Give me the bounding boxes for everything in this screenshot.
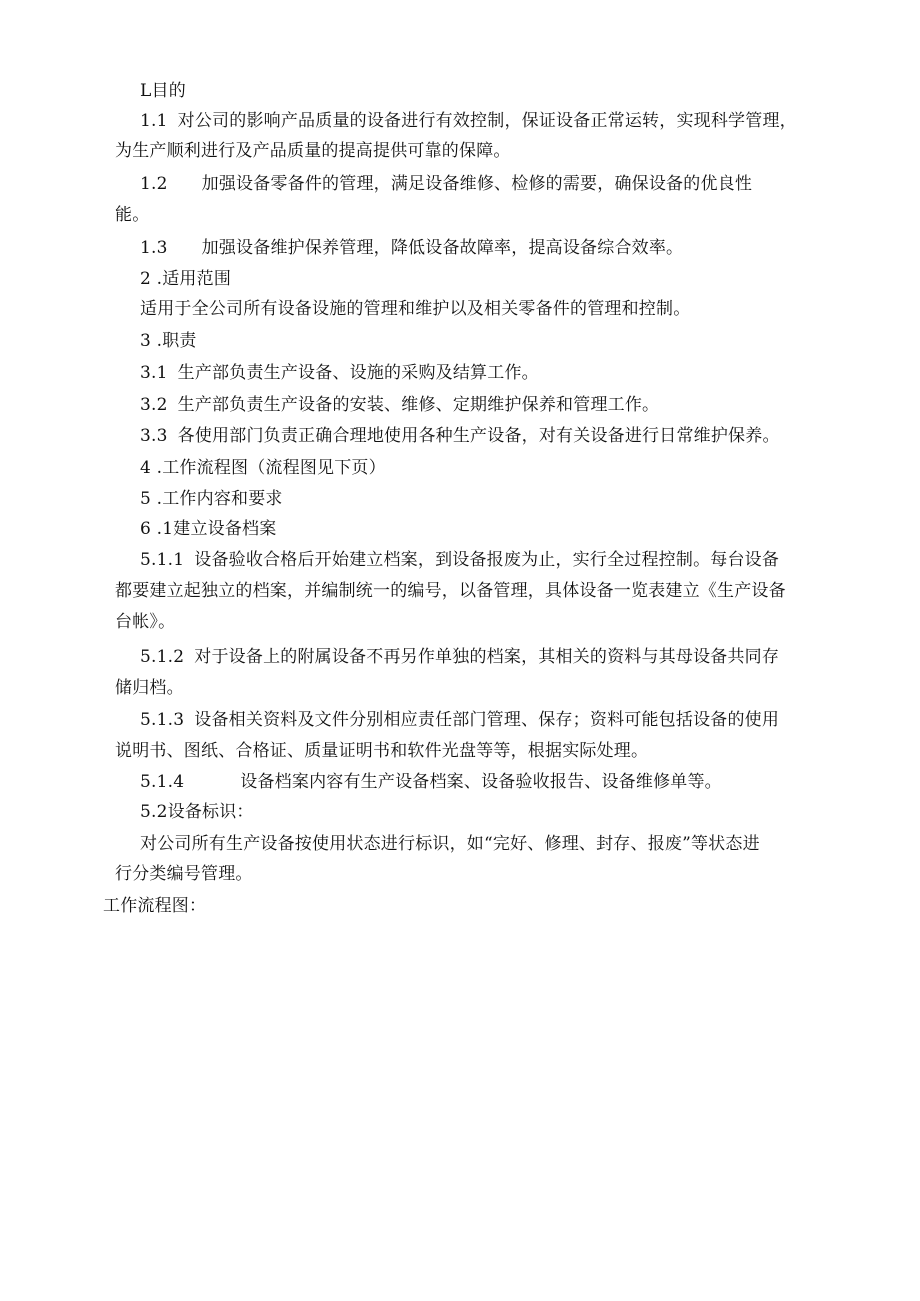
item-5-1-2-line-1: 5.1.2 对于设备上的附属设备不再另作单独的档案，其相关的资料与其母设备共同存 [140, 647, 780, 667]
item-5-2-line-1: 对公司所有生产设备按使用状态进行标识，如“完好、修理、封存、报废”等状态进 [140, 834, 760, 854]
item-3-1: 3.1 生产部负责生产设备、设施的采购及结算工作。 [140, 363, 539, 383]
item-5-1-3-line-2: 说明书、图纸、合格证、质量证明书和软件光盘等等，根据实际处理。 [115, 741, 649, 761]
item-5-1-3-line-1: 5.1.3 设备相关资料及文件分别相应责任部门管理、保存；资料可能包括设备的使用 [140, 710, 780, 730]
heading-scope: 2 .适用范围 [140, 269, 232, 289]
item-1-2-line-1: 1.2 加强设备零备件的管理，满足设备维修、检修的需要，确保设备的优良性 [140, 174, 753, 194]
item-1-1-line-2: 为生产顺利进行及产品质量的提高提供可靠的保障。 [115, 141, 511, 161]
item-5-1-2-line-2: 储归档。 [115, 678, 184, 698]
item-5-2-line-2: 行分类编号管理。 [115, 864, 253, 884]
item-5-1-4: 5.1.4 设备档案内容有生产设备档案、设备验收报告、设备维修单等。 [140, 772, 722, 792]
item-5-1-1-line-2: 都要建立起独立的档案，并编制统一的编号，以备管理，具体设备一览表建立《生产设备 [115, 581, 786, 601]
heading-responsibilities: 3 .职责 [140, 331, 197, 351]
item-5-1-1-line-3: 台帐》。 [115, 612, 176, 632]
item-3-3: 3.3 各使用部门负责正确合理地使用各种生产设备，对有关设备进行日常维护保养。 [140, 426, 780, 446]
heading-purpose: L目的 [140, 81, 186, 101]
heading-archive: 6 .1建立设备档案 [140, 519, 277, 539]
item-3-2: 3.2 生产部负责生产设备的安装、维修、定期维护保养和管理工作。 [140, 395, 660, 415]
heading-content: 5 .工作内容和要求 [140, 489, 283, 509]
item-5-1-1-line-1: 5.1.1 设备验收合格后开始建立档案，到设备报废为止，实行全过程控制。每台设备 [140, 550, 780, 570]
item-1-1-line-1: 1.1 对公司的影响产品质量的设备进行有效控制，保证设备正常运转，实现科学管理， [140, 111, 797, 131]
item-1-3: 1.3 加强设备维护保养管理，降低设备故障率，提高设备综合效率。 [140, 238, 684, 258]
heading-labeling: 5.2设备标识： [140, 802, 254, 822]
heading-workflow: 4 .工作流程图（流程图见下页） [140, 458, 386, 478]
flowchart-label: 工作流程图： [103, 896, 207, 916]
item-1-2-line-2: 能。 [115, 205, 150, 225]
scope-text: 适用于全公司所有设备设施的管理和维护以及相关零备件的管理和控制。 [140, 299, 691, 319]
